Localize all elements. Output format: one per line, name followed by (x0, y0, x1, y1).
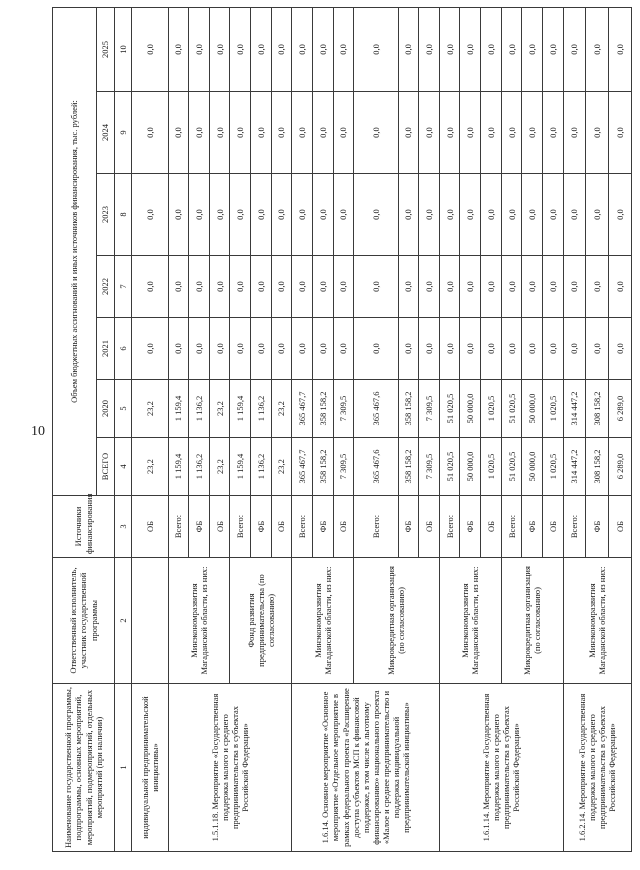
amount-year: 0,0 (168, 92, 189, 174)
amount-year: 0,0 (481, 318, 502, 380)
financing-table (52, 7, 632, 852)
amount-year: 50 000,0 (460, 380, 481, 438)
funding-source: ОБ (333, 496, 354, 558)
amount-year: 308 158,2 (586, 380, 609, 438)
amount-year: 0,0 (251, 7, 272, 91)
funding-source: Всего: (168, 496, 189, 558)
amount-year: 0,0 (501, 318, 522, 380)
header-year: 2021 (97, 318, 115, 380)
responsible-executor: Микрокредитная организация (по согласованию) (354, 558, 440, 684)
amount-year: 0,0 (501, 92, 522, 174)
amount-year: 0,0 (419, 92, 440, 174)
header-sources: Источники финансирования (53, 496, 115, 558)
amount-year: 0,0 (189, 92, 210, 174)
column-number: 8 (115, 174, 132, 256)
amount-year: 0,0 (522, 174, 543, 256)
table-row (132, 7, 169, 851)
amount-year: 0,0 (501, 174, 522, 256)
amount-year: 0,0 (312, 92, 333, 174)
amount-year: 0,0 (460, 7, 481, 91)
amount-year: 7 309,5 (333, 380, 354, 438)
amount-year: 0,0 (209, 174, 230, 256)
amount-year: 0,0 (522, 256, 543, 318)
amount-year: 0,0 (419, 174, 440, 256)
amount-year: 0,0 (563, 318, 586, 380)
amount-year: 0,0 (292, 256, 313, 318)
amount-total: 23,2 (271, 438, 292, 496)
amount-year: 6 289,0 (609, 380, 632, 438)
amount-year: 0,0 (230, 7, 251, 91)
amount-year: 51 020,5 (501, 380, 522, 438)
amount-total: 51 020,5 (501, 438, 522, 496)
amount-year: 7 309,5 (419, 380, 440, 438)
program-name: 1.6.14. Основное мероприятие «Основное мероприятие «Отдельное мероприятие в рамках федерального проекта «Расширение доступа субъектов МСП к финансовой поддержке, в том числе к льготному финансированию» национального проекта «Малое и среднее предпринимательство и поддержка индивидуальной предпринимательской инициативы» (292, 684, 440, 852)
amount-year: 0,0 (333, 92, 354, 174)
amount-year: 0,0 (132, 7, 169, 91)
amount-year: 0,0 (312, 256, 333, 318)
amount-year: 0,0 (460, 174, 481, 256)
amount-year: 0,0 (563, 92, 586, 174)
amount-year: 0,0 (354, 318, 398, 380)
column-number: 4 (115, 438, 132, 496)
table-row (439, 7, 460, 851)
amount-year: 0,0 (542, 7, 563, 91)
amount-total: 365 467,7 (292, 438, 313, 496)
funding-source: Всего: (354, 496, 398, 558)
amount-total: 358 158,2 (398, 438, 419, 496)
amount-year: 1 159,4 (230, 380, 251, 438)
amount-year: 0,0 (312, 318, 333, 380)
amount-year: 0,0 (189, 174, 210, 256)
rotated-page-content (52, 8, 632, 852)
amount-year: 0,0 (563, 174, 586, 256)
amount-year: 0,0 (586, 174, 609, 256)
funding-source: ФБ (460, 496, 481, 558)
header-financing-group: Объем бюджетных ассигнований и иных источников финансирования, тыс. рублей: (53, 7, 97, 495)
amount-year: 0,0 (609, 174, 632, 256)
amount-year: 0,0 (481, 174, 502, 256)
amount-year: 0,0 (501, 7, 522, 91)
amount-year: 0,0 (292, 318, 313, 380)
amount-year: 1 159,4 (168, 380, 189, 438)
responsible-executor: Минэкономразвития Магаданской области, из них: (563, 558, 631, 684)
amount-year: 50 000,0 (522, 380, 543, 438)
amount-year: 358 158,2 (312, 380, 333, 438)
amount-year: 0,0 (333, 7, 354, 91)
amount-year: 0,0 (271, 256, 292, 318)
header-year: 2022 (97, 256, 115, 318)
amount-year: 0,0 (168, 318, 189, 380)
amount-year: 0,0 (230, 256, 251, 318)
amount-year: 0,0 (168, 174, 189, 256)
amount-total: 308 158,2 (586, 438, 609, 496)
funding-source: Всего: (439, 496, 460, 558)
amount-year: 314 447,2 (563, 380, 586, 438)
amount-year: 0,0 (292, 174, 313, 256)
table-row (168, 7, 189, 851)
amount-year: 0,0 (333, 174, 354, 256)
column-number-row (115, 7, 132, 851)
program-name: 1.5.1.18. Мероприятие «Государственная поддержка малого и среднего предпринимательства в субъектах Российской Федерации» (168, 684, 292, 852)
amount-year: 0,0 (460, 256, 481, 318)
amount-year: 0,0 (563, 7, 586, 91)
responsible-executor: Микрокредитная организация (по согласованию) (501, 558, 563, 684)
amount-year: 0,0 (522, 7, 543, 91)
amount-year: 365 467,7 (292, 380, 313, 438)
amount-year: 0,0 (586, 92, 609, 174)
amount-year: 0,0 (271, 174, 292, 256)
amount-total: 365 467,6 (354, 438, 398, 496)
amount-year: 0,0 (132, 256, 169, 318)
column-number: 5 (115, 380, 132, 438)
amount-year: 0,0 (481, 7, 502, 91)
amount-year: 0,0 (439, 7, 460, 91)
amount-year: 0,0 (439, 174, 460, 256)
amount-year: 0,0 (209, 318, 230, 380)
amount-year: 0,0 (460, 318, 481, 380)
amount-year: 0,0 (132, 318, 169, 380)
amount-year: 0,0 (132, 174, 169, 256)
amount-year: 0,0 (419, 256, 440, 318)
amount-year: 0,0 (354, 92, 398, 174)
funding-source: ФБ (189, 496, 210, 558)
amount-total: 1 159,4 (230, 438, 251, 496)
amount-year: 0,0 (251, 256, 272, 318)
amount-total: 314 447,2 (563, 438, 586, 496)
amount-year: 0,0 (439, 256, 460, 318)
amount-year: 0,0 (354, 7, 398, 91)
program-name: 1.6.2.14. Мероприятие «Государственная поддержка малого и среднего предпринимательства в субъектах Российской Федерации» (563, 684, 631, 852)
amount-year: 0,0 (522, 92, 543, 174)
amount-year: 1 020,5 (481, 380, 502, 438)
amount-year: 0,0 (586, 256, 609, 318)
amount-year: 0,0 (189, 318, 210, 380)
amount-year: 0,0 (230, 174, 251, 256)
amount-year: 0,0 (209, 92, 230, 174)
amount-year: 0,0 (354, 174, 398, 256)
column-number: 7 (115, 256, 132, 318)
amount-year: 0,0 (333, 256, 354, 318)
funding-source: ОБ (542, 496, 563, 558)
amount-year: 0,0 (586, 318, 609, 380)
funding-source: ОБ (209, 496, 230, 558)
amount-year: 0,0 (439, 92, 460, 174)
amount-year: 0,0 (312, 174, 333, 256)
amount-year: 0,0 (609, 318, 632, 380)
amount-year: 0,0 (209, 256, 230, 318)
amount-year: 0,0 (312, 7, 333, 91)
amount-year: 51 020,5 (439, 380, 460, 438)
amount-year: 365 467,6 (354, 380, 398, 438)
amount-year: 0,0 (419, 318, 440, 380)
program-name: 1.6.1.14. Мероприятие «Государственная поддержка малого и среднего предпринимательства в субъектах Российской Федерации» (439, 684, 563, 852)
funding-source: ОБ (132, 496, 169, 558)
amount-year: 0,0 (189, 256, 210, 318)
amount-total: 1 136,2 (251, 438, 272, 496)
funding-source: ОБ (481, 496, 502, 558)
amount-year: 0,0 (481, 92, 502, 174)
column-number: 3 (115, 496, 132, 558)
amount-total: 1 136,2 (189, 438, 210, 496)
amount-total: 7 309,5 (419, 438, 440, 496)
amount-year: 23,2 (271, 380, 292, 438)
amount-year: 0,0 (398, 256, 419, 318)
header-year: 2024 (97, 92, 115, 174)
amount-year: 0,0 (542, 256, 563, 318)
header-responsible: Ответственный исполнитель, участник государственной программы (53, 558, 115, 684)
amount-total: 23,2 (209, 438, 230, 496)
amount-year: 0,0 (251, 318, 272, 380)
amount-year: 0,0 (609, 92, 632, 174)
amount-year: 0,0 (398, 318, 419, 380)
amount-year: 0,0 (542, 318, 563, 380)
amount-year: 1 136,2 (189, 380, 210, 438)
amount-year: 0,0 (132, 92, 169, 174)
amount-year: 0,0 (522, 318, 543, 380)
funding-source: ФБ (251, 496, 272, 558)
column-number: 9 (115, 92, 132, 174)
amount-year: 0,0 (271, 318, 292, 380)
amount-total: 1 020,5 (542, 438, 563, 496)
amount-year: 1 136,2 (251, 380, 272, 438)
amount-year: 0,0 (501, 256, 522, 318)
amount-year: 0,0 (292, 7, 313, 91)
amount-year: 0,0 (563, 256, 586, 318)
amount-year: 0,0 (542, 92, 563, 174)
amount-year: 0,0 (251, 92, 272, 174)
amount-total: 6 289,0 (609, 438, 632, 496)
amount-year: 0,0 (292, 92, 313, 174)
table-row (563, 7, 586, 851)
amount-year: 0,0 (439, 318, 460, 380)
responsible-executor: Фонд развития предпринимательства (по согласованию) (230, 558, 292, 684)
amount-year: 0,0 (209, 7, 230, 91)
funding-source: ФБ (586, 496, 609, 558)
amount-year: 0,0 (230, 92, 251, 174)
header-total: ВСЕГО (97, 438, 115, 496)
funding-source: ОБ (609, 496, 632, 558)
funding-source: Всего: (563, 496, 586, 558)
amount-year: 0,0 (230, 318, 251, 380)
amount-year: 23,2 (209, 380, 230, 438)
page-number: 10 (31, 424, 45, 439)
header-year: 2025 (97, 7, 115, 91)
amount-year: 0,0 (189, 7, 210, 91)
amount-year: 0,0 (168, 7, 189, 91)
amount-year: 0,0 (398, 7, 419, 91)
responsible-executor: Минэкономразвития Магаданской области, из них: (168, 558, 230, 684)
header-name: Наименование государственной программы, подпрограммы, основных мероприятий, мероприятий, подмероприятий, отдельных мероприятий (при наличии) (53, 684, 115, 852)
funding-source: ФБ (522, 496, 543, 558)
funding-source: ФБ (398, 496, 419, 558)
program-name: индивидуальной предпринимательской инициативы» (132, 684, 169, 852)
amount-total: 1 020,5 (481, 438, 502, 496)
amount-year: 0,0 (168, 256, 189, 318)
funding-source: ФБ (312, 496, 333, 558)
funding-source: Всего: (501, 496, 522, 558)
table-row (292, 7, 313, 851)
amount-year: 1 020,5 (542, 380, 563, 438)
amount-total: 1 159,4 (168, 438, 189, 496)
amount-year: 0,0 (542, 174, 563, 256)
responsible-executor (132, 558, 169, 684)
amount-year: 0,0 (481, 256, 502, 318)
header-year: 2023 (97, 174, 115, 256)
amount-total: 50 000,0 (460, 438, 481, 496)
amount-total: 23,2 (132, 438, 169, 496)
amount-year: 0,0 (398, 92, 419, 174)
funding-source: Всего: (292, 496, 313, 558)
amount-year: 0,0 (609, 7, 632, 91)
amount-year: 0,0 (354, 256, 398, 318)
amount-year: 0,0 (460, 92, 481, 174)
amount-year: 0,0 (419, 7, 440, 91)
column-number: 2 (115, 558, 132, 684)
column-number: 6 (115, 318, 132, 380)
amount-year: 358 158,2 (398, 380, 419, 438)
header-year: 2020 (97, 380, 115, 438)
amount-total: 7 309,5 (333, 438, 354, 496)
amount-year: 0,0 (609, 256, 632, 318)
responsible-executor: Минэкономразвития Магаданской области, из них: (439, 558, 501, 684)
funding-source: ОБ (271, 496, 292, 558)
amount-year: 0,0 (586, 7, 609, 91)
amount-total: 51 020,5 (439, 438, 460, 496)
funding-source: ОБ (419, 496, 440, 558)
amount-year: 0,0 (398, 174, 419, 256)
column-number: 1 (115, 684, 132, 852)
amount-year: 0,0 (271, 92, 292, 174)
responsible-executor: Минэкономразвития Магаданской области, из них: (292, 558, 354, 684)
funding-source: Всего: (230, 496, 251, 558)
amount-total: 50 000,0 (522, 438, 543, 496)
amount-year: 0,0 (271, 7, 292, 91)
amount-total: 358 158,2 (312, 438, 333, 496)
column-number: 10 (115, 7, 132, 91)
amount-year: 23,2 (132, 380, 169, 438)
amount-year: 0,0 (251, 174, 272, 256)
amount-year: 0,0 (333, 318, 354, 380)
table-body (115, 7, 632, 851)
